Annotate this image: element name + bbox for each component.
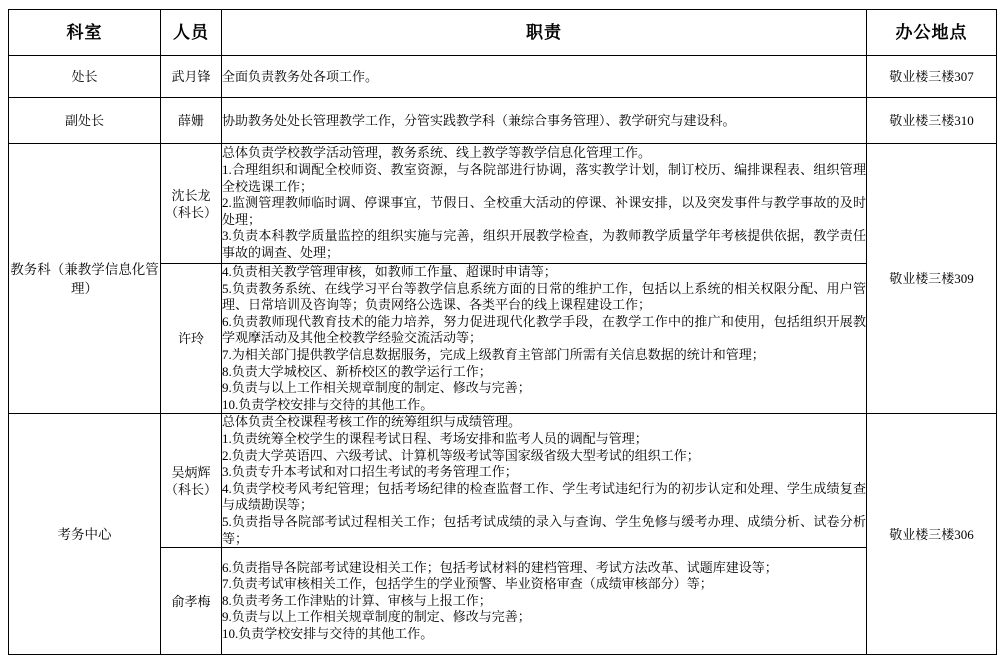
duty-line: 总体负责学校教学活动管理，教务系统、线上教学等教学信息化管理工作。	[222, 145, 652, 161]
duty-line: 8.负责考务工作津贴的计算、审核与上报工作；	[222, 592, 492, 608]
cell-duty	[222, 56, 867, 98]
table-row	[9, 98, 997, 144]
cell-dept: 处长	[9, 56, 161, 98]
duty-line: 2.负责大学英语四、六级考试、计算机等级考试等国家级省级大型考试的组织工作；	[222, 447, 700, 463]
cell-dept: 副处长	[9, 98, 161, 144]
duty-line: 10.负责学校安排与交待的其他工作。	[222, 396, 434, 412]
cell-person: 薛姗	[161, 98, 222, 144]
duty-line: 7.为相关部门提供教学信息数据服务，完成上级教育主管部门所需有关信息数据的统计和管理；	[222, 346, 765, 362]
duty-line: 9.负责与以上工作相关规章制度的制定、修改与完善；	[222, 380, 531, 396]
cell-location: 敬业楼三楼309	[867, 144, 997, 414]
table-row	[9, 414, 997, 548]
person-name: 吴炳辉	[171, 464, 211, 480]
cell-person	[161, 414, 222, 548]
table-row	[9, 144, 997, 264]
duty-line: 5.负责教务系统、在线学习平台等教学信息系统方面的日常的维护工作，包括以上系统的相关权限分配、用户管理、日常培训及咨询等；负责网络公选课、各类平台的线上课程建设工作；	[222, 280, 866, 313]
header-person: 人员	[161, 10, 222, 56]
table-row	[9, 56, 997, 98]
cell-person	[161, 144, 222, 264]
duty-line: 2.监测管理教师临时调、停课事宜，节假日、全校重大活动的停课、补课安排，以及突发事件与教学事故的及时处理；	[222, 195, 866, 227]
header-duty: 职责	[222, 10, 867, 56]
cell-duty	[222, 548, 867, 655]
cell-person	[161, 264, 222, 414]
document-page	[0, 9, 1000, 641]
duty-line: 8.负责大学城校区、新桥校区的教学运行工作；	[222, 363, 492, 379]
cell-duty	[222, 264, 867, 414]
duty-line: 3.负责本科教学质量监控的组织实施与完善，组织开展教学检查，为教师教学质量学年考核提供依据，教学责任事故的调查、处理；	[222, 228, 866, 260]
cell-duty	[222, 144, 867, 264]
header-location: 办公地点	[867, 10, 997, 56]
duty-line: 协助教务处处长管理教学工作，分管实践教学科（兼综合事务管理）、教学研究与建设科。	[222, 112, 736, 128]
cell-person	[161, 548, 222, 655]
table-header-row	[9, 10, 997, 56]
duty-line: 4.负责学校考风考纪管理；包括考场纪律的检查监督工作、学生考试违纪行为的初步认定和处理、学生成绩复查与成绩勘误等；	[222, 480, 866, 513]
cell-duty	[222, 414, 867, 548]
duty-line: 1.合理组织和调配全校师资、教室资源，与各院部进行协调，落实教学计划，制订校历、编排课程表、组织管理全校选课工作；	[222, 162, 866, 194]
duty-line: 10.负责学校安排与交待的其他工作。	[222, 625, 434, 641]
duty-line: 5.负责指导各院部考试过程相关工作；包括考试成绩的录入与查询、学生免修与缓考办理、成绩分析、试卷分析等；	[222, 513, 866, 546]
person-title: （科长）	[164, 204, 217, 220]
person-name: 俞孝梅	[171, 593, 211, 609]
cell-dept: 考务中心	[9, 414, 161, 655]
cell-location: 敬业楼三楼306	[867, 414, 997, 655]
duty-line: 全面负责教务处各项工作。	[222, 68, 379, 84]
header-dept: 科室	[9, 10, 161, 56]
duty-line: 7.负责考试审核相关工作，包括学生的学业预警、毕业资格审查（成绩审核部分）等；	[222, 576, 713, 592]
person-title: （科长）	[164, 481, 217, 497]
duty-line: 3.负责专升本考试和对口招生考试的考务管理工作；	[222, 464, 518, 480]
duty-line: 总体负责全校课程考核工作的统筹组织与成绩管理。	[222, 414, 522, 430]
duty-line: 6.负责指导各院部考试建设相关工作；包括考试材料的建档管理、考试方法改革、试题库建设等；	[222, 559, 778, 575]
cell-location: 敬业楼三楼307	[867, 56, 997, 98]
person-name: 许玲	[177, 331, 204, 347]
duty-line: 9.负责与以上工作相关规章制度的制定、修改与完善；	[222, 609, 531, 625]
duty-line: 1.负责统筹全校学生的课程考试日程、考场安排和监考人员的调配与管理；	[222, 430, 648, 446]
person-name: 沈长龙	[171, 187, 211, 203]
cell-person: 武月锋	[161, 56, 222, 98]
cell-dept: 教务科（兼教学信息化管理）	[9, 144, 161, 414]
responsibilities-table	[8, 9, 997, 655]
cell-location: 敬业楼三楼310	[867, 98, 997, 144]
duty-line: 4.负责相关教学管理审核，如教师工作量、超课时申请等；	[222, 264, 557, 279]
duty-line: 6.负责教师现代教育技术的能力培养，努力促进现代化教学手段，在教学工作中的推广和使用，包括组织开展教学观摩活动及其他全校教学经验交流活动等；	[222, 313, 866, 346]
cell-duty	[222, 98, 867, 144]
